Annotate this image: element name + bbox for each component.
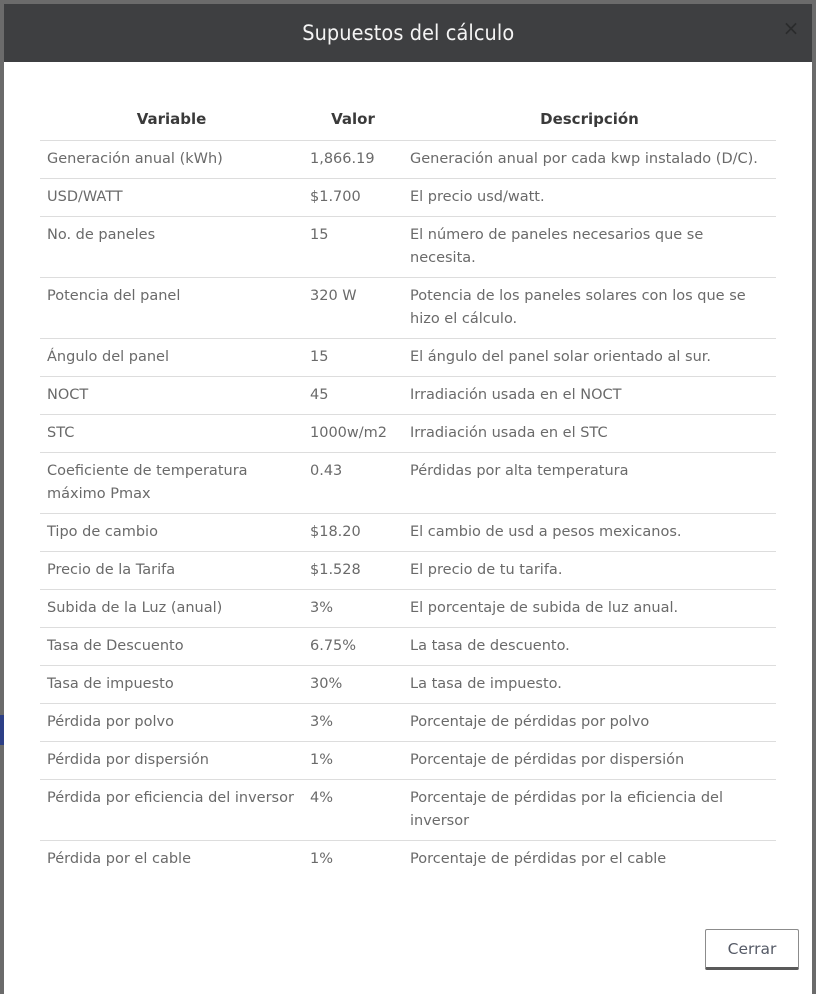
table-row — [40, 780, 776, 841]
cell-description: Pérdidas por alta temperatura — [403, 453, 776, 514]
table-row — [40, 377, 776, 415]
cell-value: 1% — [310, 851, 334, 867]
modal-footer — [705, 929, 799, 970]
cell-value: 3% — [303, 704, 403, 742]
table-row — [40, 742, 776, 780]
cell-value: $1.700 — [303, 179, 403, 217]
cell-value: 15 — [303, 217, 403, 278]
close-button[interactable]: Cerrar — [705, 929, 799, 970]
cell-description: La tasa de descuento. — [403, 628, 776, 666]
table-row — [40, 514, 776, 552]
cell-variable: NOCT — [40, 377, 303, 415]
column-header-variable: Variable — [40, 102, 303, 141]
modal-body — [4, 62, 812, 878]
cell-variable: No. de paneles — [40, 217, 303, 278]
cell-variable: Pérdida por eficiencia del inversor — [40, 780, 303, 841]
assumptions-table — [40, 102, 776, 878]
cell-variable: Ángulo del panel — [40, 339, 303, 377]
cell-variable: USD/WATT — [40, 179, 303, 217]
cell-value: 45 — [303, 377, 403, 415]
cell-variable: Generación anual (kWh) — [40, 141, 303, 179]
cell-variable: Tasa de impuesto — [40, 666, 303, 704]
table-row — [40, 590, 776, 628]
cell-value: $18.20 — [303, 514, 403, 552]
cell-description: Potencia de los paneles solares con los que se hizo el cálculo. — [403, 278, 776, 339]
modal-header — [4, 4, 812, 62]
cell-value: 0.43 — [303, 453, 403, 514]
cell-description: El precio usd/watt. — [403, 179, 776, 217]
cell-value: 320 W — [303, 278, 403, 339]
table-row — [40, 217, 776, 278]
table-header-row — [40, 102, 776, 141]
cell-variable: Pérdida por el cable — [47, 851, 192, 867]
cell-description: El cambio de usd a pesos mexicanos. — [403, 514, 776, 552]
cell-variable: Tipo de cambio — [40, 514, 303, 552]
cell-description: Porcentaje de pérdidas por polvo — [403, 704, 776, 742]
table-row — [40, 179, 776, 217]
cell-value: 1,866.19 — [303, 141, 403, 179]
cell-description: El número de paneles necesarios que se necesita. — [403, 217, 776, 278]
table-row — [40, 141, 776, 179]
cell-description: Irradiación usada en el STC — [403, 415, 776, 453]
cell-description: El ángulo del panel solar orientado al sur. — [403, 339, 776, 377]
table-row — [40, 628, 776, 666]
cell-description: El precio de tu tarifa. — [403, 552, 776, 590]
cell-value: 1% — [303, 742, 403, 780]
cell-variable: Pérdida por dispersión — [40, 742, 303, 780]
table-row — [40, 841, 776, 879]
column-header-value: Valor — [303, 102, 403, 141]
modal-title: Supuestos del cálculo — [301, 21, 515, 45]
table-row — [40, 453, 776, 514]
cell-description: La tasa de impuesto. — [403, 666, 776, 704]
cell-description: Porcentaje de pérdidas por dispersión — [403, 742, 776, 780]
cell-variable: Pérdida por polvo — [40, 704, 303, 742]
cell-description: El porcentaje de subida de luz anual. — [403, 590, 776, 628]
cell-value: 1000w/m2 — [303, 415, 403, 453]
cell-value: $1.528 — [303, 552, 403, 590]
cell-value: 4% — [303, 780, 403, 841]
table-row — [40, 704, 776, 742]
cell-variable: STC — [40, 415, 303, 453]
cell-description: Porcentaje de pérdidas por la eficiencia del inversor — [403, 780, 776, 841]
cell-description: Generación anual por cada kwp instalado (D/C). — [403, 141, 776, 179]
cell-variable: Subida de la Luz (anual) — [40, 590, 303, 628]
cell-value: 3% — [303, 590, 403, 628]
table-row — [40, 666, 776, 704]
table-row — [40, 278, 776, 339]
cell-value: 30% — [303, 666, 403, 704]
close-icon[interactable]: × — [782, 16, 800, 40]
cell-value: 6.75% — [303, 628, 403, 666]
table-row — [40, 339, 776, 377]
cell-variable: Coeficiente de temperatura máximo Pmax — [40, 453, 303, 514]
cell-variable: Precio de la Tarifa — [40, 552, 303, 590]
cell-value: 15 — [303, 339, 403, 377]
cell-variable: Potencia del panel — [40, 278, 303, 339]
assumptions-modal — [4, 4, 812, 994]
cell-description: Porcentaje de pérdidas por el cable — [410, 851, 667, 867]
table-row — [40, 552, 776, 590]
table-row — [40, 415, 776, 453]
column-header-description: Descripción — [403, 102, 776, 141]
cell-variable: Tasa de Descuento — [40, 628, 303, 666]
cell-description: Irradiación usada en el NOCT — [403, 377, 776, 415]
